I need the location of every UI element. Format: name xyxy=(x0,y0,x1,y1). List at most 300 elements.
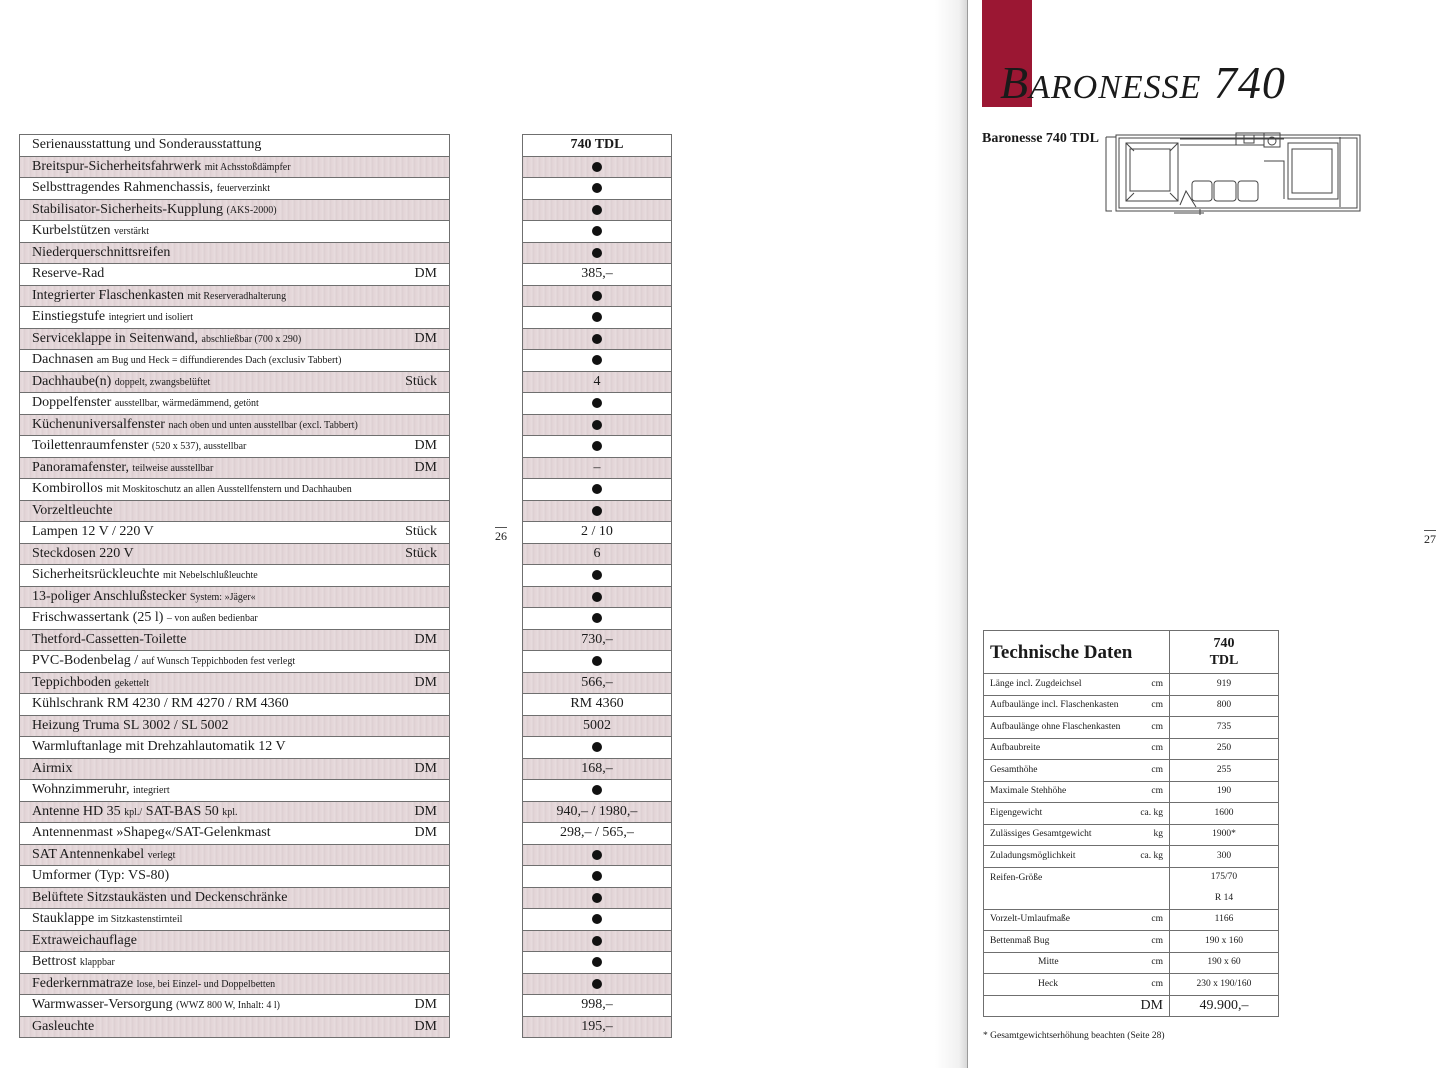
value-cell xyxy=(523,672,672,694)
value-cell xyxy=(523,608,672,630)
equipment-cell xyxy=(20,651,450,673)
value-row xyxy=(523,500,672,522)
equipment-cell xyxy=(20,887,450,909)
equipment-detail: (AKS-2000) xyxy=(226,204,277,216)
tech-value: 230 x 190/160 xyxy=(1170,974,1279,996)
equipment-cell xyxy=(20,844,450,866)
equipment-detail: (WWZ 800 W, Inhalt: 4 l) xyxy=(176,1000,281,1012)
equipment-row xyxy=(20,672,450,694)
equipment-cell xyxy=(20,758,450,780)
equipment-row xyxy=(20,866,450,888)
value-text: 168,– xyxy=(581,760,613,776)
value-row xyxy=(523,930,672,952)
equipment-detail: lose, bei Einzel- und Doppelbetten xyxy=(136,978,276,990)
equipment-row xyxy=(20,844,450,866)
equipment-label: Steckdosen 220 V xyxy=(32,545,134,561)
equipment-detail: feuerverzinkt xyxy=(216,183,270,195)
value-text: 998,– xyxy=(581,997,613,1013)
equipment-label-2: SAT-BAS 50 xyxy=(145,803,219,819)
value-cell xyxy=(523,328,672,350)
tech-price-value: 49.900,– xyxy=(1170,995,1279,1017)
equipment-unit: DM xyxy=(414,825,437,841)
equipment-detail: auf Wunsch Teppichboden fest verlegt xyxy=(141,656,296,668)
equipment-row xyxy=(20,973,450,995)
equipment-label: Integrierter Flaschenkasten xyxy=(32,287,184,303)
value-cell xyxy=(523,801,672,823)
tech-label: Zuladungsmöglichkeit xyxy=(990,850,1076,861)
tech-unit: ca. kg xyxy=(1140,850,1163,861)
value-text: – xyxy=(593,459,601,475)
equipment-label: Küchenuniversalfenster xyxy=(32,416,165,432)
equipment-label: 13-poliger Anschlußstecker xyxy=(32,588,187,604)
equipment-label: SAT Antennenkabel xyxy=(32,846,145,862)
equipment-row xyxy=(20,608,450,630)
equipment-detail: verlegt xyxy=(147,849,176,861)
equipment-cell xyxy=(20,307,450,329)
equipment-row xyxy=(20,737,450,759)
value-row xyxy=(523,694,672,716)
value-cell xyxy=(523,887,672,909)
standard-equipment-bullet-icon xyxy=(592,936,602,946)
tech-unit: cm xyxy=(1151,914,1163,924)
standard-equipment-bullet-icon xyxy=(592,570,602,580)
equipment-cell xyxy=(20,500,450,522)
equipment-cell xyxy=(20,629,450,651)
equipment-detail: System: »Jäger« xyxy=(189,591,256,603)
value-text: 730,– xyxy=(581,631,613,647)
tech-row xyxy=(984,931,1279,953)
equipment-row xyxy=(20,909,450,931)
equipment-detail: mit Nebelschlußleuchte xyxy=(163,570,258,582)
tech-value: 250 xyxy=(1170,738,1279,760)
value-cell xyxy=(523,973,672,995)
tech-unit: cm xyxy=(1151,743,1163,753)
standard-equipment-bullet-icon xyxy=(592,248,602,258)
equipment-detail: verstärkt xyxy=(114,226,150,238)
equipment-row xyxy=(20,350,450,372)
equipment-row xyxy=(20,930,450,952)
equipment-row xyxy=(20,221,450,243)
tech-value: 190 x 160 xyxy=(1170,931,1279,953)
tech-label-cell xyxy=(984,781,1170,803)
equipment-label: Frischwassertank (25 l) xyxy=(32,610,164,626)
equipment-row xyxy=(20,371,450,393)
equipment-unit: DM xyxy=(414,803,437,819)
value-cell xyxy=(523,930,672,952)
equipment-detail: mit Achsstoßdämpfer xyxy=(204,161,291,173)
tech-unit: cm xyxy=(1151,957,1163,967)
equipment-label: Antennenmast »Shapeg«/SAT-Gelenkmast xyxy=(32,825,271,841)
equipment-label: Niederquerschnittsreifen xyxy=(32,244,171,260)
tech-label-cell xyxy=(984,909,1170,931)
tech-label: Heck xyxy=(1038,978,1059,989)
tech-label-cell xyxy=(984,952,1170,974)
equipment-row xyxy=(20,651,450,673)
value-cell xyxy=(523,909,672,931)
tech-row xyxy=(984,781,1279,803)
value-text: 195,– xyxy=(581,1018,613,1034)
standard-equipment-bullet-icon xyxy=(592,183,602,193)
model-values-table xyxy=(522,134,672,1038)
value-cell xyxy=(523,479,672,501)
equipment-cell xyxy=(20,328,450,350)
equipment-row xyxy=(20,414,450,436)
equipment-row xyxy=(20,823,450,845)
standard-equipment-bullet-icon xyxy=(592,312,602,322)
equipment-cell xyxy=(20,801,450,823)
equipment-cell xyxy=(20,973,450,995)
value-text: 385,– xyxy=(581,266,613,282)
tech-row xyxy=(984,674,1279,696)
equipment-label: Kurbelstützen xyxy=(32,223,111,239)
equipment-cell xyxy=(20,264,450,286)
value-cell xyxy=(523,651,672,673)
equipment-detail: doppelt, zwangsbelüftet xyxy=(114,376,211,388)
standard-equipment-bullet-icon xyxy=(592,420,602,430)
equipment-label: Airmix xyxy=(32,760,73,776)
value-row xyxy=(523,866,672,888)
standard-equipment-bullet-icon xyxy=(592,226,602,236)
standard-equipment-bullet-icon xyxy=(592,893,602,903)
value-cell xyxy=(523,500,672,522)
tech-label-cell xyxy=(984,846,1170,868)
equipment-cell xyxy=(20,371,450,393)
equipment-cell xyxy=(20,866,450,888)
technical-data-table xyxy=(983,630,1279,1017)
value-row xyxy=(523,758,672,780)
value-cell xyxy=(523,565,672,587)
standard-equipment-bullet-icon xyxy=(592,484,602,494)
tech-price-row xyxy=(984,995,1279,1017)
equipment-detail: mit Moskitoschutz an allen Ausstellfenstern und Dachhauben xyxy=(106,484,352,496)
standard-equipment-bullet-icon xyxy=(592,592,602,602)
values-header-row xyxy=(523,135,672,157)
standard-equipment-bullet-icon xyxy=(592,205,602,215)
equipment-row xyxy=(20,715,450,737)
standard-equipment-bullet-icon xyxy=(592,506,602,516)
value-row xyxy=(523,371,672,393)
equipment-unit: DM xyxy=(414,1018,437,1034)
equipment-row xyxy=(20,801,450,823)
tech-label-cell xyxy=(984,738,1170,760)
value-row xyxy=(523,328,672,350)
tech-unit: cm xyxy=(1151,700,1163,710)
equipment-detail: abschließbar (700 x 290) xyxy=(201,333,302,345)
value-row xyxy=(523,672,672,694)
tech-label: Bettenmaß Bug xyxy=(990,935,1050,946)
equipment-label: Toilettenraumfenster xyxy=(32,438,149,454)
equipment-cell xyxy=(20,694,450,716)
equipment-label: Umformer (Typ: VS-80) xyxy=(32,868,170,884)
equipment-label: Teppichboden xyxy=(32,674,112,690)
value-text: 5002 xyxy=(583,717,611,733)
equipment-detail: ausstellbar, wärmedämmend, getönt xyxy=(114,398,259,410)
tech-unit: ca. kg xyxy=(1140,807,1163,818)
equipment-header-row xyxy=(20,135,450,157)
model-label: Baronesse 740 TDL xyxy=(982,131,1099,146)
tech-label-cell xyxy=(984,974,1170,996)
value-row xyxy=(523,436,672,458)
tech-label: Mitte xyxy=(1038,957,1059,967)
equipment-label: Serviceklappe in Seitenwand, xyxy=(32,330,199,346)
value-cell xyxy=(523,543,672,565)
title-number: 740 xyxy=(1213,57,1286,108)
title-initial: B xyxy=(1000,57,1030,108)
standard-equipment-bullet-icon xyxy=(592,785,602,795)
equipment-row xyxy=(20,522,450,544)
equipment-detail-2: kpl. xyxy=(222,806,238,818)
tech-label: Aufbaulänge incl. Flaschenkasten xyxy=(990,700,1119,710)
value-row xyxy=(523,457,672,479)
equipment-label: Lampen 12 V / 220 V xyxy=(32,524,154,540)
equipment-label: Federkernmatraze xyxy=(32,975,134,991)
equipment-label: Heizung Truma SL 3002 / SL 5002 xyxy=(32,717,229,733)
equipment-cell xyxy=(20,995,450,1017)
tech-header-row xyxy=(984,631,1279,674)
value-row xyxy=(523,414,672,436)
standard-equipment-bullet-icon xyxy=(592,291,602,301)
equipment-cell xyxy=(20,350,450,372)
equipment-cell xyxy=(20,221,450,243)
equipment-row xyxy=(20,1016,450,1038)
equipment-row xyxy=(20,500,450,522)
equipment-row xyxy=(20,995,450,1017)
equipment-unit: DM xyxy=(414,330,437,346)
equipment-label: Breitspur-Sicherheitsfahrwerk xyxy=(32,158,202,174)
equipment-label: Warmluftanlage mit Drehzahlautomatik 12 V xyxy=(32,739,286,755)
value-row xyxy=(523,543,672,565)
tech-value: 919 xyxy=(1170,674,1279,696)
equipment-label: Thetford-Cassetten-Toilette xyxy=(32,631,187,647)
equipment-detail: teilweise ausstellbar xyxy=(132,462,214,474)
value-cell xyxy=(523,823,672,845)
tech-row xyxy=(984,738,1279,760)
equipment-label: Dachnasen xyxy=(32,352,94,368)
value-cell xyxy=(523,715,672,737)
standard-equipment-bullet-icon xyxy=(592,398,602,408)
equipment-unit: DM xyxy=(414,760,437,776)
equipment-unit: Stück xyxy=(405,524,437,540)
tech-model-line2: TDL xyxy=(1209,653,1239,668)
equipment-label: Dachhaube(n) xyxy=(32,373,112,389)
value-row xyxy=(523,307,672,329)
value-row xyxy=(523,221,672,243)
equipment-label: Selbsttragendes Rahmenchassis, xyxy=(32,180,214,196)
tech-value: 255 xyxy=(1170,760,1279,782)
standard-equipment-bullet-icon xyxy=(592,162,602,172)
equipment-cell xyxy=(20,156,450,178)
equipment-row xyxy=(20,887,450,909)
footnote: * Gesamtgewichtserhöhung beachten (Seite 28) xyxy=(983,1031,1165,1041)
equipment-unit: DM xyxy=(414,997,437,1013)
equipment-detail: nach oben und unten ausstellbar (excl. Tabbert) xyxy=(168,419,358,431)
equipment-row xyxy=(20,479,450,501)
value-text: 4 xyxy=(593,373,601,389)
equipment-row xyxy=(20,436,450,458)
value-cell xyxy=(523,264,672,286)
value-row xyxy=(523,780,672,802)
equipment-row xyxy=(20,780,450,802)
tech-model-cell xyxy=(1170,631,1279,674)
equipment-table xyxy=(19,134,450,1038)
value-text: 6 xyxy=(593,545,601,561)
standard-equipment-bullet-icon xyxy=(592,871,602,881)
equipment-cell xyxy=(20,436,450,458)
equipment-label: Bettrost xyxy=(32,954,77,970)
equipment-detail: kpl./ xyxy=(124,806,143,818)
value-text: 2 / 10 xyxy=(581,524,613,540)
equipment-cell xyxy=(20,737,450,759)
tech-label-cell xyxy=(984,695,1170,717)
value-row xyxy=(523,522,672,544)
equipment-cell xyxy=(20,909,450,931)
equipment-unit: DM xyxy=(414,631,437,647)
tech-tire-value-2: R 14 xyxy=(1170,888,1279,909)
value-row xyxy=(523,844,672,866)
equipment-label: Stauklappe xyxy=(32,911,95,927)
tech-label-cell xyxy=(984,931,1170,953)
page-number-right: 27 xyxy=(1424,532,1436,546)
value-cell xyxy=(523,350,672,372)
page-number-left: 26 xyxy=(495,529,507,543)
tech-row xyxy=(984,803,1279,825)
equipment-cell xyxy=(20,393,450,415)
value-row xyxy=(523,156,672,178)
equipment-cell xyxy=(20,199,450,221)
equipment-cell xyxy=(20,780,450,802)
equipment-label: Stabilisator-Sicherheits-Kupplung xyxy=(32,201,224,217)
value-cell xyxy=(523,457,672,479)
tech-row xyxy=(984,695,1279,717)
equipment-cell xyxy=(20,608,450,630)
tech-value: 800 xyxy=(1170,695,1279,717)
equipment-label: Einstiegstufe xyxy=(32,309,106,325)
tech-row xyxy=(984,952,1279,974)
tech-price-unit: DM xyxy=(984,995,1170,1017)
equipment-label: PVC-Bodenbelag / xyxy=(32,653,139,669)
standard-equipment-bullet-icon xyxy=(592,355,602,365)
value-cell xyxy=(523,156,672,178)
equipment-cell xyxy=(20,522,450,544)
tech-label: Maximale Stehhöhe xyxy=(990,786,1067,796)
equipment-row xyxy=(20,694,450,716)
tech-model-line1: 740 xyxy=(1213,636,1235,651)
tech-row xyxy=(984,760,1279,782)
standard-equipment-bullet-icon xyxy=(592,957,602,967)
equipment-label: Belüftete Sitzstaukästen und Deckenschränke xyxy=(32,889,288,905)
equipment-cell xyxy=(20,479,450,501)
value-row xyxy=(523,608,672,630)
equipment-row xyxy=(20,199,450,221)
tech-label-cell xyxy=(984,674,1170,696)
equipment-row xyxy=(20,565,450,587)
equipment-cell xyxy=(20,457,450,479)
value-cell xyxy=(523,371,672,393)
standard-equipment-bullet-icon xyxy=(592,334,602,344)
value-cell xyxy=(523,178,672,200)
equipment-label: Extraweichauflage xyxy=(32,932,137,948)
equipment-unit: Stück xyxy=(405,373,437,389)
equipment-detail: mit Reserveradhalterung xyxy=(187,290,287,302)
equipment-cell xyxy=(20,930,450,952)
value-row xyxy=(523,1016,672,1038)
value-cell xyxy=(523,737,672,759)
tech-unit: cm xyxy=(1151,678,1163,689)
tech-row xyxy=(984,846,1279,868)
equipment-cell xyxy=(20,952,450,974)
value-cell xyxy=(523,414,672,436)
equipment-cell xyxy=(20,672,450,694)
value-cell xyxy=(523,694,672,716)
value-row xyxy=(523,801,672,823)
value-cell xyxy=(523,629,672,651)
value-row xyxy=(523,823,672,845)
tech-label: Vorzelt-Umlaufmaße xyxy=(990,914,1071,924)
tech-value: 1166 xyxy=(1170,909,1279,931)
standard-equipment-bullet-icon xyxy=(592,742,602,752)
equipment-detail: (520 x 537), ausstellbar xyxy=(151,441,247,453)
equipment-row xyxy=(20,457,450,479)
equipment-row xyxy=(20,758,450,780)
value-row xyxy=(523,887,672,909)
tech-label-cell xyxy=(984,717,1170,739)
value-row xyxy=(523,952,672,974)
values-column-header: 740 TDL xyxy=(523,135,672,157)
equipment-label: Panoramafenster, xyxy=(32,459,130,475)
value-row xyxy=(523,973,672,995)
equipment-row xyxy=(20,952,450,974)
tech-row xyxy=(984,909,1279,931)
value-row xyxy=(523,995,672,1017)
value-row xyxy=(523,178,672,200)
equipment-unit: DM xyxy=(414,266,437,282)
value-row xyxy=(523,565,672,587)
equipment-row xyxy=(20,178,450,200)
value-cell xyxy=(523,866,672,888)
value-text: 566,– xyxy=(581,674,613,690)
tech-title-cell xyxy=(984,631,1170,674)
tech-row-tires xyxy=(984,867,1279,888)
floorplan-diagram xyxy=(1104,131,1362,217)
title-rest: ARONESSE xyxy=(1029,69,1202,106)
equipment-detail: klappbar xyxy=(79,957,115,969)
equipment-detail: im Sitzkastenstirnteil xyxy=(97,914,183,926)
equipment-unit: DM xyxy=(414,459,437,475)
equipment-cell xyxy=(20,715,450,737)
standard-equipment-bullet-icon xyxy=(592,979,602,989)
equipment-cell xyxy=(20,285,450,307)
tech-tire-label: Reifen-Größe xyxy=(984,867,1170,909)
tech-label: Aufbaubreite xyxy=(990,743,1041,753)
equipment-row xyxy=(20,543,450,565)
tech-value: 1600 xyxy=(1170,803,1279,825)
value-cell xyxy=(523,952,672,974)
equipment-label: Wohnzimmeruhr, xyxy=(32,782,130,798)
equipment-row xyxy=(20,586,450,608)
value-row xyxy=(523,242,672,264)
equipment-cell xyxy=(20,586,450,608)
tech-unit: kg xyxy=(1153,829,1163,839)
tech-label-cell xyxy=(984,760,1170,782)
tech-tire-value-1: 175/70 xyxy=(1170,867,1279,888)
tech-label: Gesamthöhe xyxy=(990,764,1038,775)
equipment-label: Antenne HD 35 xyxy=(32,803,121,819)
value-cell xyxy=(523,285,672,307)
equipment-cell xyxy=(20,543,450,565)
equipment-cell xyxy=(20,565,450,587)
equipment-label: Sicherheitsrückleuchte xyxy=(32,567,160,583)
tech-unit: cm xyxy=(1151,786,1163,796)
